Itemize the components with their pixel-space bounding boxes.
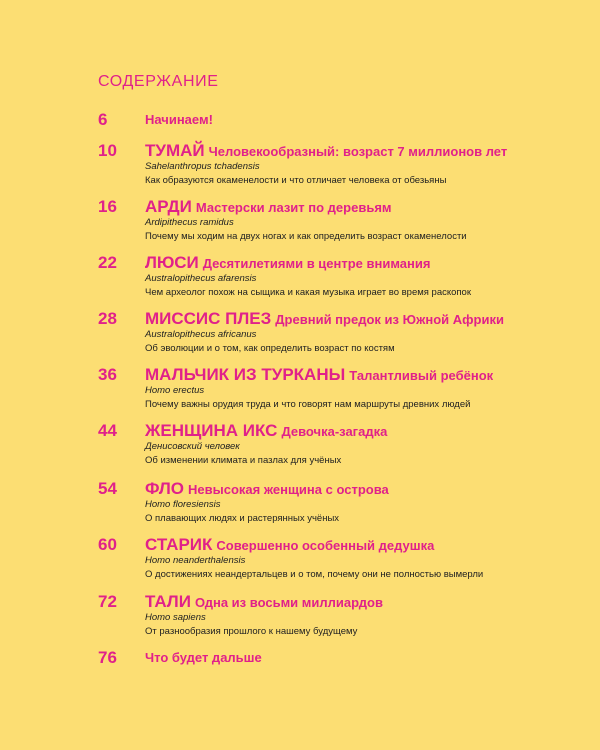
toc-subtitle: Древний предок из Южной Африки xyxy=(275,312,504,327)
toc-subtitle: Что будет дальше xyxy=(145,650,262,665)
toc-page-number: 60 xyxy=(98,535,117,554)
toc-page-number: 54 xyxy=(98,479,117,498)
toc-latin-name: Ardipithecus ramidus xyxy=(145,217,234,228)
toc-headline xyxy=(145,479,389,500)
toc-name: ЛЮСИ xyxy=(145,253,199,272)
toc-headline xyxy=(145,592,383,613)
toc-name: ФЛО xyxy=(145,479,185,498)
toc-description: Почему мы ходим на двух ногах и как определить возраст окаменелости xyxy=(145,231,467,242)
toc-subtitle: Талантливый ребёнок xyxy=(349,368,494,383)
toc-latin-name: Homo neanderthalensis xyxy=(145,555,246,566)
toc-latin-name: Homo sapiens xyxy=(145,612,206,623)
toc-latin-name: Australopithecus afarensis xyxy=(145,273,257,284)
toc-subtitle: Человекообразный: возраст 7 миллионов лет xyxy=(208,144,508,159)
toc-subtitle: Десятилетиями в центре внимания xyxy=(202,256,431,271)
toc-page-number: 22 xyxy=(98,253,117,272)
toc-name: МАЛЬЧИК ИЗ ТУРКАНЫ xyxy=(145,365,346,384)
toc-headline xyxy=(145,309,504,330)
toc-page-number: 10 xyxy=(98,141,117,160)
toc-name: СТАРИК xyxy=(145,535,213,554)
toc-page-number: 6 xyxy=(98,110,108,129)
toc-headline xyxy=(145,535,434,556)
toc-latin-name: Sahelanthropus tchadensis xyxy=(145,161,260,172)
toc-page-number: 72 xyxy=(98,592,117,611)
toc-headline xyxy=(145,141,507,162)
toc-name: МИССИС ПЛЕЗ xyxy=(145,309,272,328)
toc-description: Об изменении климата и пазлах для учёных xyxy=(145,455,342,466)
toc-latin-name: Australopithecus africanus xyxy=(145,329,257,340)
toc-headline xyxy=(145,365,493,386)
toc-headline xyxy=(145,197,392,218)
toc-latin-name: Homo erectus xyxy=(145,385,205,396)
toc-description: Об эволюции и о том, как определить возраст по костям xyxy=(145,343,395,354)
toc-description: Как образуются окаменелости и что отличает человека от обезьяны xyxy=(145,175,447,186)
toc-name: ТАЛИ xyxy=(145,592,191,611)
toc-description: О плавающих людях и растерянных учёных xyxy=(145,513,340,524)
toc-page-number: 28 xyxy=(98,309,117,328)
toc-description: О достижениях неандертальцев и о том, почему они не полностью вымерли xyxy=(145,569,484,580)
toc-description: От разнообразия прошлого к нашему будущему xyxy=(145,626,358,637)
toc-subtitle: Невысокая женщина с острова xyxy=(188,482,389,497)
toc-page-number: 16 xyxy=(98,197,117,216)
toc-headline xyxy=(145,648,262,668)
toc-headline xyxy=(145,110,213,130)
toc-page-number: 44 xyxy=(98,421,117,440)
toc-name: АРДИ xyxy=(145,197,192,216)
toc-subtitle: Девочка-загадка xyxy=(281,424,388,439)
page-title: СОДЕРЖАНИЕ xyxy=(98,73,219,90)
toc-subtitle: Одна из восьми миллиардов xyxy=(194,595,383,610)
toc-page-number: 76 xyxy=(98,648,117,667)
toc-description: Почему важны орудия труда и что говорят нам маршруты древних людей xyxy=(145,399,471,410)
toc-page-number: 36 xyxy=(98,365,117,384)
toc-headline xyxy=(145,253,430,274)
toc-latin-name: Homo floresiensis xyxy=(145,499,221,510)
toc-subtitle: Совершенно особенный дедушка xyxy=(216,538,435,553)
toc-description: Чем археолог похож на сыщика и какая музыка играет во время раскопок xyxy=(145,287,472,298)
toc-name: ЖЕНЩИНА ИКС xyxy=(145,421,278,440)
toc-headline xyxy=(145,421,387,442)
toc-subtitle: Мастерски лазит по деревьям xyxy=(195,200,392,215)
toc-subtitle: Начинаем! xyxy=(145,112,213,127)
toc-name: ТУМАЙ xyxy=(145,141,205,160)
toc-latin-name: Денисовский человек xyxy=(145,441,240,452)
